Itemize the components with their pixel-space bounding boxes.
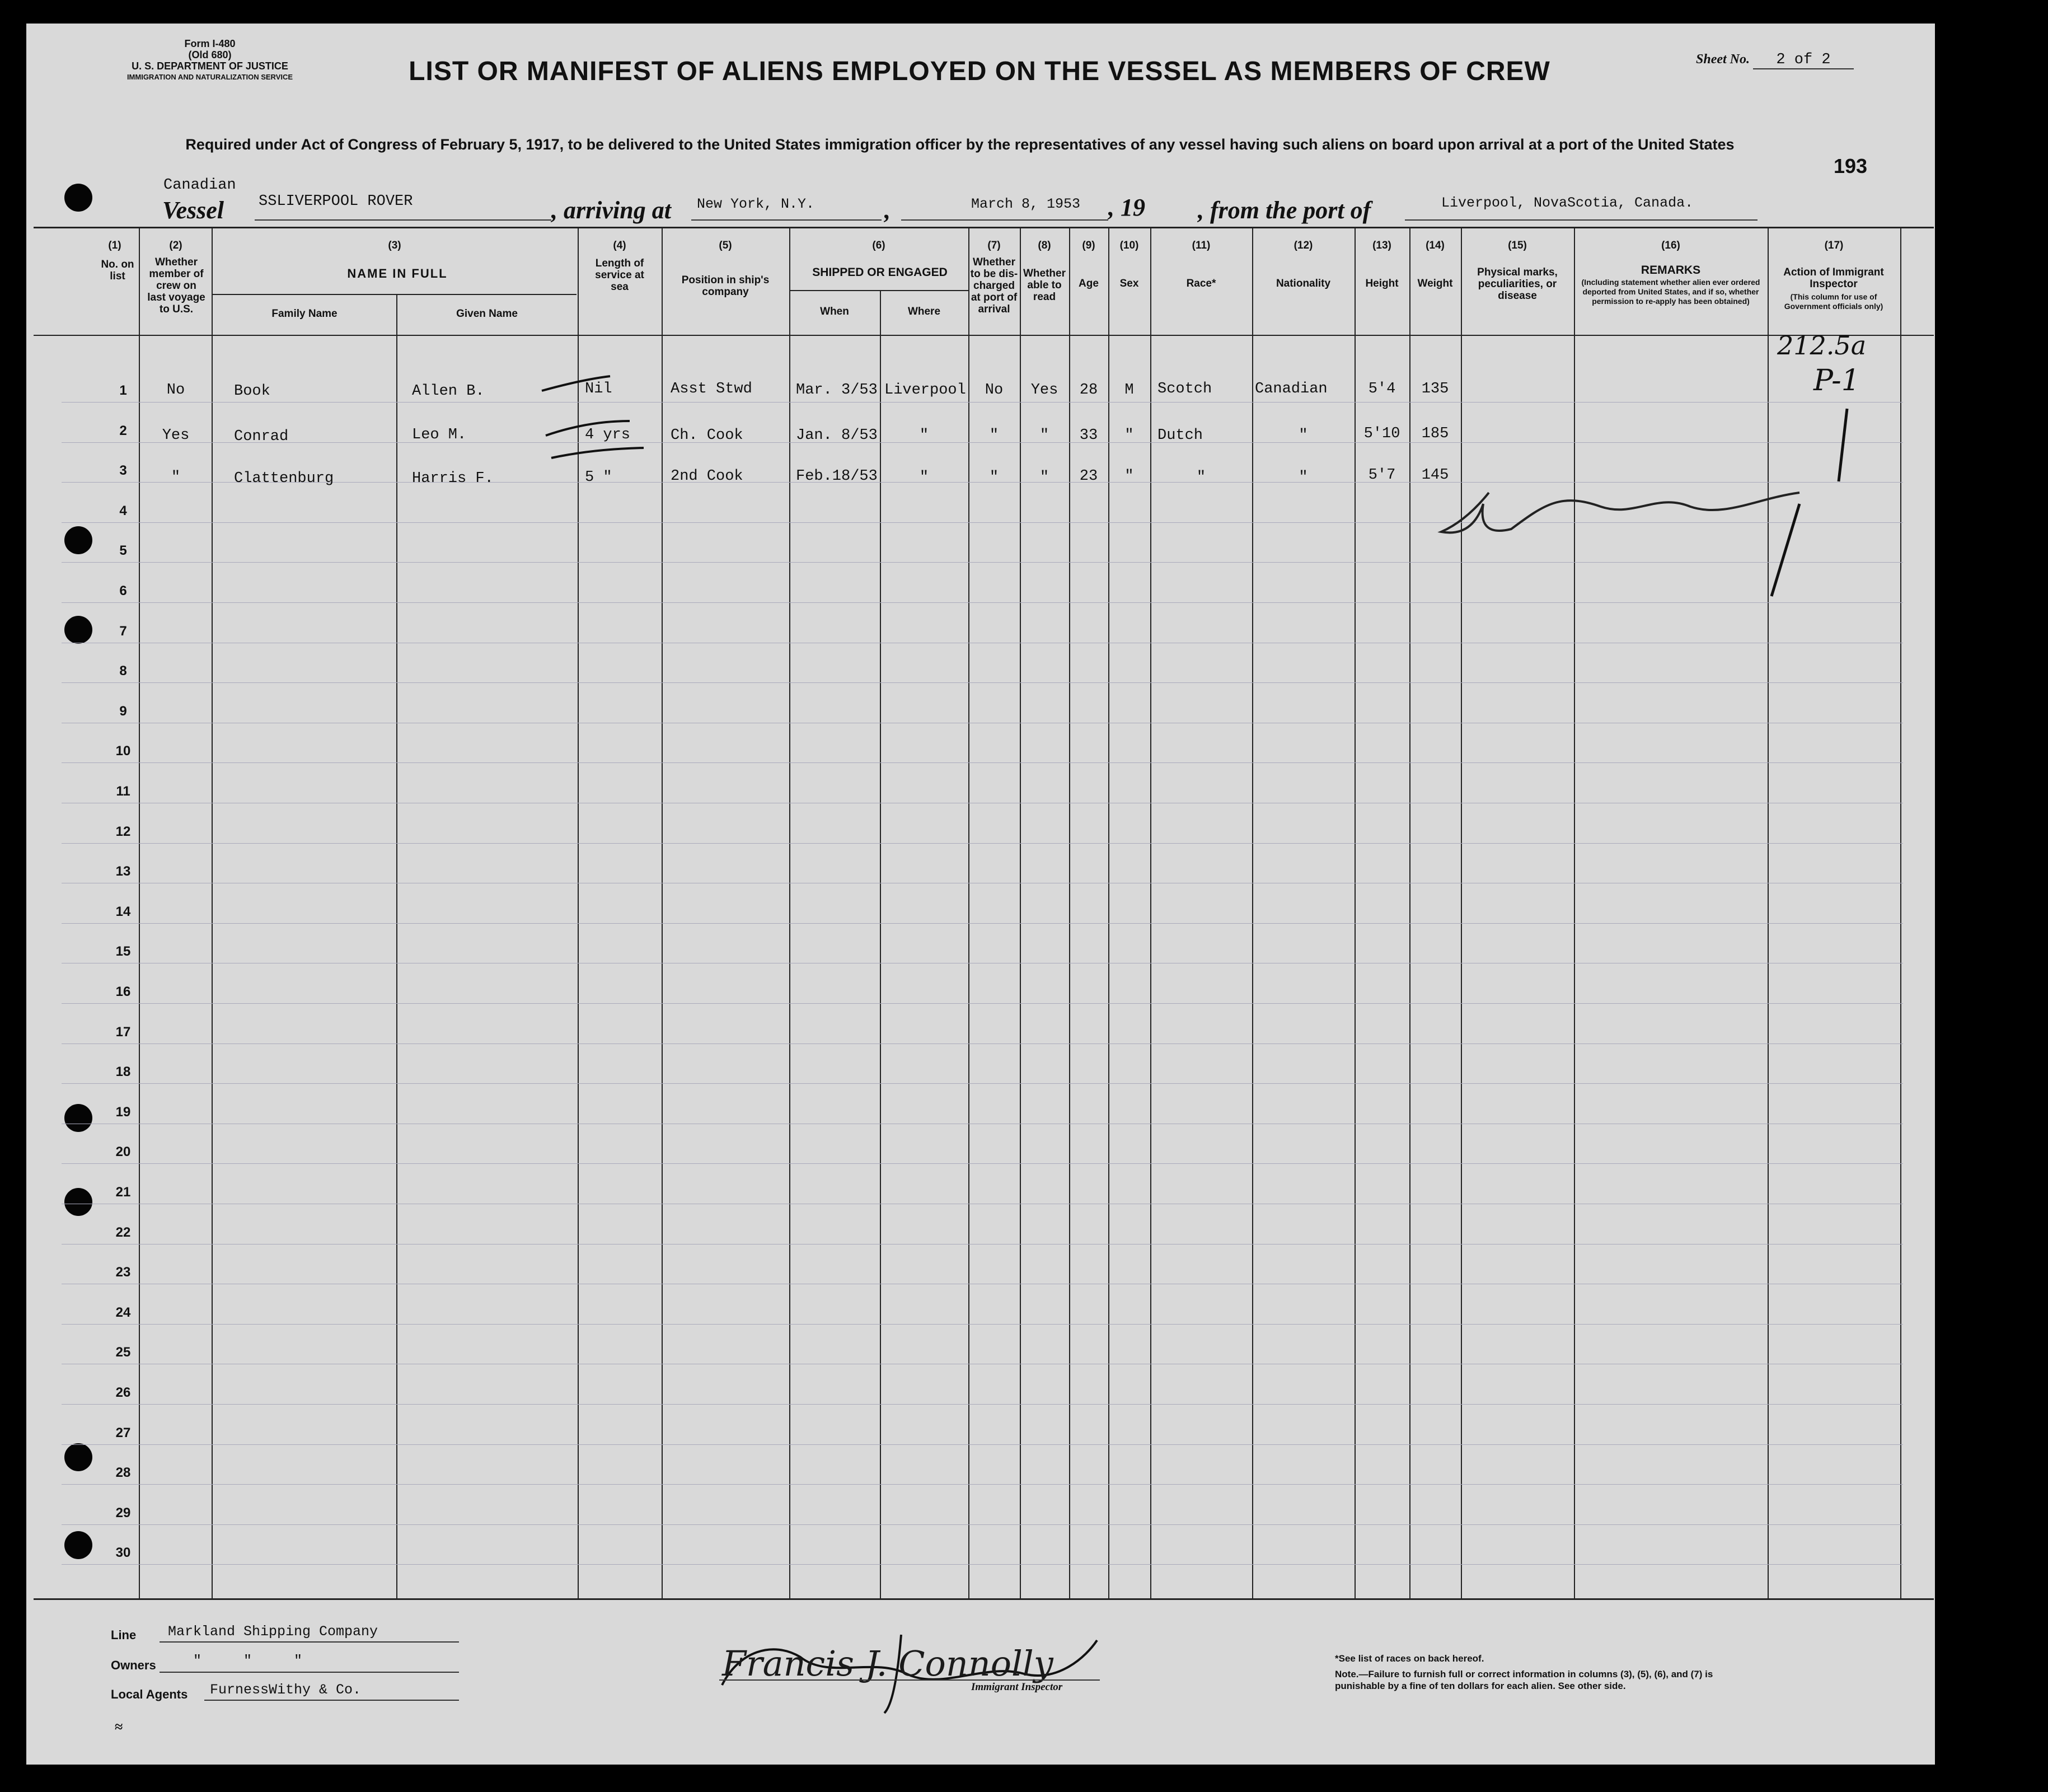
header-where: Where (907, 306, 941, 317)
header-physical-marks: Physical marks, peculiarities, or disease (1477, 266, 1558, 302)
arriving-label: , arriving at (551, 196, 671, 224)
vessel-name: SSLIVERPOOL ROVER (259, 193, 413, 210)
row-number: 22 (115, 1225, 131, 1240)
owners-value: " " " (193, 1653, 303, 1669)
col-num-5: (5) (719, 240, 732, 251)
header-nationality: Nationality (1276, 278, 1331, 289)
inspector-label: Immigrant Inspector (971, 1681, 1063, 1693)
header-race: Race* (1186, 278, 1216, 289)
line-label: Line (111, 1628, 137, 1642)
row-number: 2 (119, 423, 127, 438)
cell-prior: No (166, 382, 185, 399)
col-num-1: (1) (108, 240, 121, 251)
cell-family: Clattenburg (234, 470, 334, 487)
agents-value: FurnessWithy & Co. (210, 1682, 362, 1698)
col-num-4: (4) (613, 240, 626, 251)
agents-label: Local Agents (111, 1687, 188, 1701)
header-when: When (820, 306, 849, 317)
cell-height: 5'10 (1363, 425, 1400, 442)
row-number: 16 (115, 984, 131, 999)
year-label: , 19 (1108, 194, 1145, 221)
cell-sex: M (1124, 382, 1134, 399)
header-action: Action of Immigrant Inspector (1783, 266, 1884, 290)
col-num-6: (6) (872, 240, 885, 251)
cell-where: " (919, 469, 929, 486)
union-bug-mark: ≈ (115, 1719, 123, 1735)
cell-nationality: Canadian (1255, 381, 1328, 397)
cell-position: Asst Stwd (671, 381, 752, 397)
arriving-port: New York, N.Y. (697, 196, 815, 212)
col-num-2: (2) (169, 240, 182, 251)
cell-nationality: " (1299, 469, 1308, 486)
cell-sex: " (1124, 427, 1134, 444)
penalty-note: Note.—Failure to furnish full or correct information in columns (3), (5), (6), and (7) is punishable by a fine of ten dollars for each alien. See other side. (1335, 1669, 1713, 1691)
row-number: 1 (119, 383, 127, 398)
row-number: 18 (115, 1064, 131, 1079)
cell-weight: 135 (1421, 381, 1449, 397)
cell-given: Harris F. (412, 470, 494, 487)
verification-stroke (1772, 504, 1799, 596)
cell-family: Book (234, 383, 270, 400)
cell-race: Dutch (1157, 427, 1203, 444)
from-port-label: , from the port of (1198, 196, 1371, 224)
col-num-11: (11) (1192, 240, 1211, 251)
col-num-9: (9) (1082, 240, 1095, 251)
page-title: LIST OR MANIFEST OF ALIENS EMPLOYED ON THE VESSEL AS MEMBERS OF CREW (409, 57, 1550, 86)
cell-discharged: No (985, 382, 1004, 399)
cell-height: 5'7 (1368, 467, 1396, 484)
row-number: 5 (119, 543, 127, 558)
row-number: 10 (115, 743, 131, 759)
row-number: 24 (115, 1305, 131, 1320)
header-height: Height (1365, 278, 1399, 289)
cell-age: 23 (1079, 468, 1098, 485)
cell-weight: 185 (1421, 425, 1449, 442)
cell-discharged: " (989, 427, 999, 444)
cell-position: 2nd Cook (671, 468, 743, 485)
col-num-7: (7) (987, 240, 1001, 251)
header-sex: Sex (1119, 278, 1139, 289)
cell-race: " (1196, 469, 1206, 486)
service-name: IMMIGRATION AND NATURALIZATION SERVICE (126, 73, 293, 81)
strike-service-years (551, 448, 644, 458)
header-able-read: Whether able to read (1023, 268, 1066, 303)
col-num-8: (8) (1038, 240, 1051, 251)
cell-read: Yes (1030, 382, 1058, 399)
row-number: 4 (119, 503, 127, 518)
cell-service: 4 yrs (585, 427, 631, 443)
header-weight: Weight (1417, 278, 1453, 289)
col-num-16: (16) (1661, 240, 1680, 251)
cell-where: Liverpool (884, 382, 966, 399)
cell-position: Ch. Cook (671, 427, 743, 444)
cell-prior: Yes (162, 427, 190, 444)
cell-when: Feb.18/53 (796, 468, 878, 485)
stamp-number: 193 (1834, 155, 1868, 177)
row-number: 3 (119, 463, 127, 478)
form-number: Form I-480 (184, 38, 236, 49)
header-age: Age (1079, 278, 1099, 289)
strike-nil (542, 376, 610, 391)
row-number: 15 (115, 944, 131, 959)
old-form-number: (Old 680) (188, 49, 232, 60)
header-remarks: REMARKS (1641, 264, 1701, 277)
cell-weight: 145 (1421, 467, 1449, 484)
handwritten-p-mark: P-1 (1813, 364, 1860, 397)
header-length-service: Length of service at sea (595, 258, 644, 293)
row-number: 11 (116, 784, 130, 799)
row-number: 29 (115, 1505, 131, 1520)
header-no-on-list: No. on list (101, 259, 134, 282)
cell-family: Conrad (234, 428, 289, 445)
row-number: 30 (115, 1545, 131, 1560)
inspector-initials-mark (1441, 493, 1799, 532)
cell-age: 28 (1079, 382, 1098, 399)
comma: , (884, 196, 891, 224)
vessel-label: Vessel (162, 196, 224, 224)
col-num-10: (10) (1119, 240, 1139, 251)
col-num-15: (15) (1508, 240, 1527, 251)
header-discharged: Whether to be dis-charged at port of arrival (970, 256, 1018, 315)
row-number: 13 (115, 864, 131, 879)
row-number: 25 (115, 1345, 131, 1360)
col-num-13: (13) (1372, 240, 1391, 251)
row-number: 7 (119, 624, 127, 639)
row-number: 27 (115, 1425, 131, 1440)
header-shipped-engaged: SHIPPED OR ENGAGED (812, 266, 948, 279)
header-prior-voyage: Whether member of crew on last voyage to U.S. (147, 256, 205, 315)
cell-given: Allen B. (412, 383, 485, 400)
cell-service: Nil (585, 381, 612, 397)
arrival-date: March 8, 1953 (971, 196, 1081, 212)
col-num-3: (3) (388, 240, 401, 251)
row-number: 21 (115, 1185, 131, 1200)
cell-nationality: " (1299, 427, 1308, 444)
tick-mark (1839, 409, 1847, 481)
handwritten-code: 212.5a (1777, 330, 1867, 361)
cell-where: " (919, 427, 929, 444)
row-number: 6 (119, 583, 127, 598)
row-number: 23 (115, 1265, 131, 1280)
row-number: 28 (115, 1465, 131, 1480)
header-action-detail: (This column for use of Government officials only) (1784, 292, 1883, 311)
cell-age: 33 (1079, 427, 1098, 444)
cell-race: Scotch (1157, 381, 1212, 397)
cell-discharged: " (989, 469, 999, 486)
cell-read: " (1039, 427, 1049, 444)
cell-when: Jan. 8/53 (796, 427, 878, 444)
cell-sex: " (1124, 468, 1134, 485)
department-name: U. S. DEPARTMENT OF JUSTICE (132, 60, 288, 72)
vessel-nationality: Canadian (163, 177, 236, 194)
inspector-signature: Francis J. Connolly (722, 1643, 1053, 1684)
cell-given: Leo M. (412, 427, 467, 443)
line-value: Markland Shipping Company (168, 1623, 378, 1640)
col-num-14: (14) (1426, 240, 1445, 251)
header-given-name: Given Name (456, 308, 518, 320)
owners-label: Owners (111, 1658, 156, 1672)
row-number: 19 (115, 1105, 131, 1120)
col-num-12: (12) (1294, 240, 1313, 251)
col-num-17: (17) (1824, 240, 1844, 251)
sheet-value: 2 of 2 (1753, 52, 1854, 69)
row-number: 17 (115, 1024, 131, 1040)
strike-service-years (546, 421, 630, 436)
cell-service: 5 " (585, 469, 612, 486)
row-number: 20 (115, 1144, 131, 1159)
header-family-name: Family Name (271, 308, 338, 320)
row-number: 12 (115, 824, 131, 839)
cell-read: " (1039, 469, 1049, 486)
cell-height: 5'4 (1368, 381, 1396, 397)
legal-requirement: Required under Act of Congress of February 5, 1917, to be delivered to the United States immigration officer by the representatives of any vessel having such aliens on board upon arrival at a port of the United States (185, 136, 1735, 153)
header-remarks-detail: (Including statement whether alien ever ordered deported from United States, and if so, whether permission to re-apply has been obtained) (1581, 278, 1760, 306)
header-name-in-full: NAME IN FULL (347, 266, 448, 280)
row-number: 9 (119, 704, 127, 719)
row-number: 26 (115, 1385, 131, 1400)
row-number: 8 (119, 663, 127, 679)
sheet-label: Sheet No. (1696, 52, 1750, 67)
header-position: Position in ship's company (681, 274, 770, 298)
race-note: *See list of races on back hereof. (1335, 1653, 1484, 1664)
cell-prior: " (171, 469, 181, 486)
row-number: 14 (115, 904, 131, 919)
cell-when: Mar. 3/53 (796, 382, 878, 399)
from-port: Liverpool, NovaScotia, Canada. (1441, 195, 1694, 211)
